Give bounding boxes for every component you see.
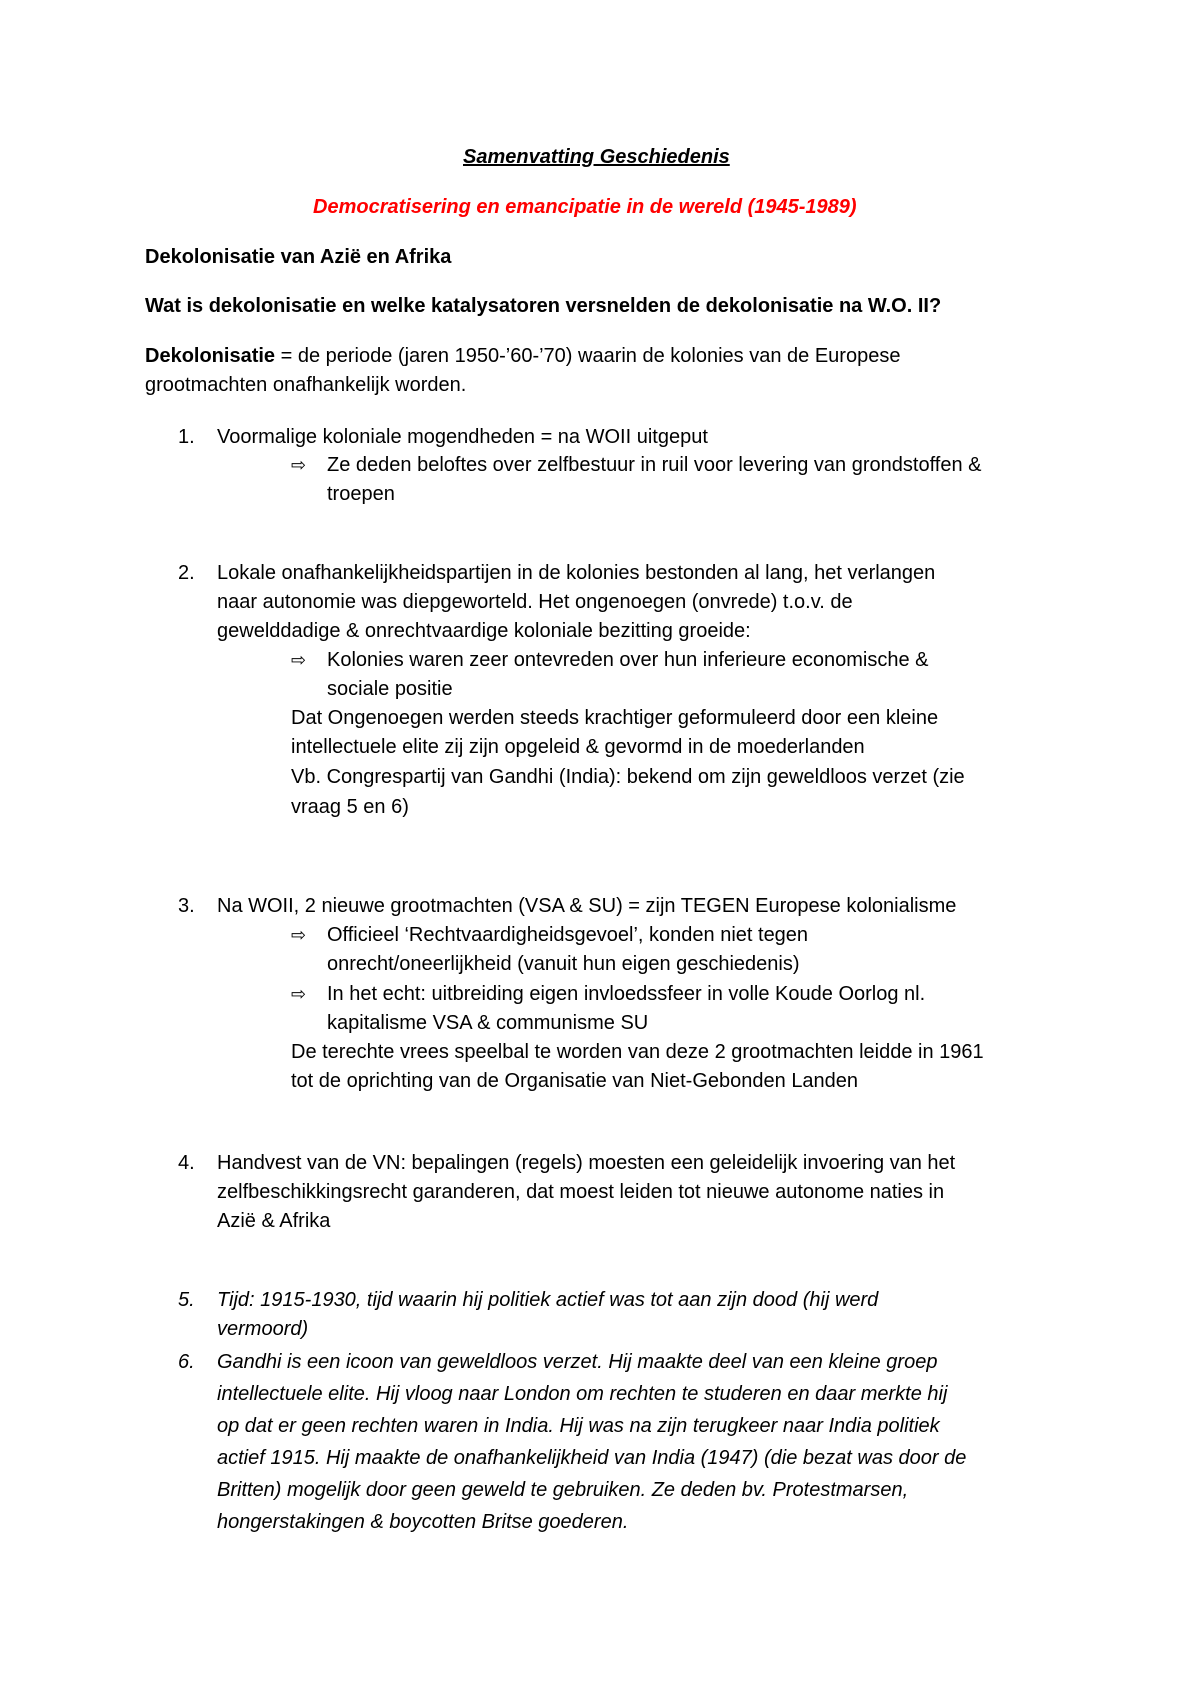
sub-item-text: sociale positie xyxy=(327,678,453,700)
list-item-text: gewelddadige & onrechtvaardige koloniale bezitting groeide: xyxy=(217,620,751,642)
page-subtitle: Democratisering en emancipatie in de wereld (1945-1989) xyxy=(313,196,857,218)
list-item-text: Azië & Afrika xyxy=(217,1210,331,1232)
list-number: 5. xyxy=(178,1289,195,1311)
list-item-text: Britten) mogelijk door geen geweld te gebruiken. Ze deden bv. Protestmarsen, xyxy=(217,1479,909,1501)
sub-item-text: Kolonies waren zeer ontevreden over hun inferieure economische & xyxy=(327,649,929,671)
arrow-right-icon: ⇨ xyxy=(291,925,307,945)
sub-item-text: onrecht/oneerlijkheid (vanuit hun eigen geschiedenis) xyxy=(327,953,800,975)
arrow-right-icon: ⇨ xyxy=(291,650,307,670)
list-item-text: intellectuele elite. Hij vloog naar London om rechten te studeren en daar merkte hij xyxy=(217,1383,948,1405)
sub-item-text: Ze deden beloftes over zelfbestuur in ruil voor levering van grondstoffen & xyxy=(327,454,982,476)
list-number: 4. xyxy=(178,1152,195,1174)
list-number: 6. xyxy=(178,1351,195,1373)
list-item-text: actief 1915. Hij maakte de onafhankelijkheid van India (1947) (die bezat was door de xyxy=(217,1447,967,1469)
list-item-text: naar autonomie was diepgeworteld. Het ongenoegen (onvrede) t.o.v. de xyxy=(217,591,853,613)
section-heading: Dekolonisatie van Azië en Afrika xyxy=(145,246,452,268)
list-item-text: vermoord) xyxy=(217,1318,309,1340)
list-item-text: Lokale onafhankelijkheidspartijen in de kolonies bestonden al lang, het verlangen xyxy=(217,562,936,584)
paragraph-text: De terechte vrees speelbal te worden van deze 2 grootmachten leidde in 1961 xyxy=(291,1041,984,1063)
sub-item-text: troepen xyxy=(327,483,395,505)
list-item-text: zelfbeschikkingsrecht garanderen, dat moest leiden tot nieuwe autonome naties in xyxy=(217,1181,945,1203)
definition-text: = de periode (jaren 1950-’60-’70) waarin de kolonies van de Europese xyxy=(275,345,901,367)
sub-item-text: kapitalisme VSA & communisme SU xyxy=(327,1012,649,1034)
section-question: Wat is dekolonisatie en welke katalysatoren versnelden de dekolonisatie na W.O. II? xyxy=(145,295,942,317)
paragraph-text: Vb. Congrespartij van Gandhi (India): bekend om zijn geweldloos verzet (zie xyxy=(291,766,965,788)
definition-line-2: grootmachten onafhankelijk worden. xyxy=(145,374,467,396)
list-number: 1. xyxy=(178,426,195,448)
list-item-text: Gandhi is een icoon van geweldloos verzet. Hij maakte deel van een kleine groep xyxy=(217,1351,938,1373)
arrow-right-icon: ⇨ xyxy=(291,455,307,475)
page-title: Samenvatting Geschiedenis xyxy=(463,146,730,168)
definition-line-1 xyxy=(145,342,900,371)
paragraph-text: tot de oprichting van de Organisatie van Niet-Gebonden Landen xyxy=(291,1070,859,1092)
sub-item-text: In het echt: uitbreiding eigen invloedssfeer in volle Koude Oorlog nl. xyxy=(327,983,926,1005)
list-number: 2. xyxy=(178,562,195,584)
list-item-text: Tijd: 1915-1930, tijd waarin hij politiek actief was tot aan zijn dood (hij werd xyxy=(217,1289,879,1311)
paragraph-text: vraag 5 en 6) xyxy=(291,796,409,818)
list-item-text: Handvest van de VN: bepalingen (regels) moesten een geleidelijk invoering van het xyxy=(217,1152,956,1174)
definition-term: Dekolonisatie xyxy=(145,345,276,367)
arrow-right-icon: ⇨ xyxy=(291,984,307,1004)
paragraph-text: Dat Ongenoegen werden steeds krachtiger geformuleerd door een kleine xyxy=(291,707,939,729)
sub-item-text: Officieel ‘Rechtvaardigheidsgevoel’, konden niet tegen xyxy=(327,924,809,946)
list-item-text: op dat er geen rechten waren in India. Hij was na zijn terugkeer naar India politiek xyxy=(217,1415,940,1437)
list-number: 3. xyxy=(178,895,195,917)
list-item-text: hongerstakingen & boycotten Britse goederen. xyxy=(217,1511,629,1533)
list-item-text: Na WOII, 2 nieuwe grootmachten (VSA & SU) = zijn TEGEN Europese kolonialisme xyxy=(217,895,957,917)
list-item-text: Voormalige koloniale mogendheden = na WOII uitgeput xyxy=(217,426,708,448)
paragraph-text: intellectuele elite zij zijn opgeleid & gevormd in de moederlanden xyxy=(291,736,865,758)
